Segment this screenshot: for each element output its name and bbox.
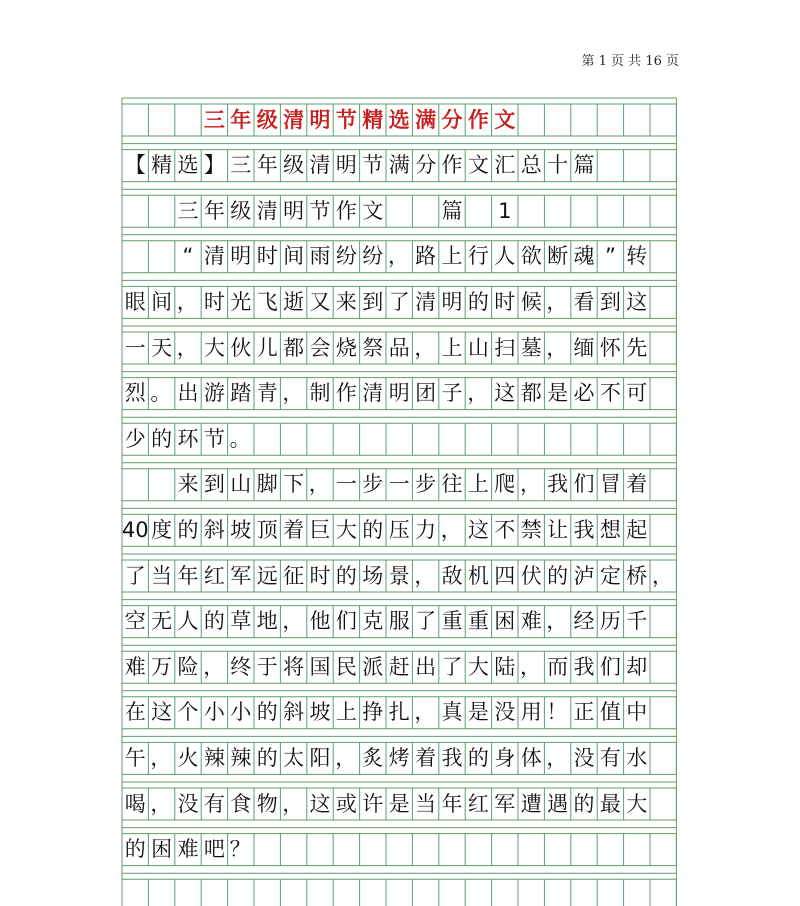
essay-char: 着 (626, 472, 648, 497)
essay-char: 场 (362, 563, 384, 588)
essay-char: ， (282, 609, 304, 634)
essay-char: 明 (230, 244, 252, 269)
essay-char: 们 (573, 472, 595, 497)
essay-char: 山 (230, 472, 252, 497)
essay-char: 冒 (599, 472, 621, 497)
essay-char: 着 (415, 745, 437, 770)
essay-char: 上 (441, 335, 463, 360)
essay-char: 文 (362, 198, 384, 223)
essay-char: 这 (494, 381, 516, 406)
essay-char: 清 (362, 381, 384, 406)
essay-char: 了 (441, 654, 463, 679)
essay-char: 作 (467, 107, 489, 132)
essay-char: 中 (626, 700, 648, 725)
essay-char: 他 (309, 609, 331, 634)
essay-char: 上 (467, 472, 489, 497)
essay-char: 斜 (283, 700, 305, 725)
essay-char: 力 (415, 517, 437, 542)
essay-char: 三 (230, 153, 252, 178)
essay-char: 征 (283, 563, 305, 588)
essay-char: 墓 (520, 335, 542, 360)
essay-char: 魂 (573, 244, 595, 269)
essay-char: 转 (626, 244, 648, 269)
essay-char: ” (604, 244, 616, 269)
essay-char: 军 (494, 791, 516, 816)
essay-char: 是 (467, 700, 489, 725)
essay-char: 三 (177, 198, 199, 223)
essay-char: 品 (388, 335, 410, 360)
essay-char: 扫 (494, 335, 516, 360)
essay-char: 在 (124, 700, 146, 725)
essay-char: 先 (626, 335, 648, 360)
essay-char: 到 (203, 472, 225, 497)
essay-char: ， (150, 745, 172, 770)
essay-char: 吧 (203, 837, 225, 862)
essay-char: ， (440, 517, 462, 542)
essay-char: 小 (203, 700, 225, 725)
essay-char: 出 (177, 381, 199, 406)
essay-char: 历 (599, 609, 621, 634)
essay-char: 的 (256, 745, 278, 770)
essay-char: 大 (626, 791, 648, 816)
essay-char: 太 (283, 745, 305, 770)
essay-char: 无 (151, 609, 173, 634)
essay-char: 路 (415, 244, 437, 269)
essay-char: 选 (388, 107, 410, 132)
essay-char: 环 (177, 426, 199, 451)
essay-char: 篇 (441, 198, 463, 223)
essay-char: 烈 (124, 381, 146, 406)
essay-char: 时 (203, 289, 225, 314)
essay-char: 的 (335, 563, 357, 588)
essay-char: 天 (151, 335, 173, 360)
essay-char: 三 (203, 107, 225, 132)
essay-char: 了 (124, 563, 146, 588)
essay-char: ， (414, 335, 436, 360)
essay-char: 可 (626, 381, 648, 406)
essay-char: 汇 (494, 153, 516, 178)
essay-char: 们 (335, 609, 357, 634)
essay-char: 脚 (256, 472, 278, 497)
essay-char: 民 (335, 654, 357, 679)
essay-char: 断 (547, 244, 569, 269)
essay-char: 食 (230, 791, 252, 816)
essay-char: 当 (415, 791, 437, 816)
essay-char: 没 (177, 791, 199, 816)
essay-char: 想 (599, 517, 621, 542)
essay-char: 年 (203, 198, 225, 223)
essay-char: 行 (467, 244, 489, 269)
essay-char: 难 (177, 837, 199, 862)
essay-char: 逝 (283, 289, 305, 314)
essay-char: 们 (599, 654, 621, 679)
essay-char: 总 (520, 153, 542, 178)
essay-char: 于 (256, 654, 278, 679)
essay-char: 机 (467, 563, 489, 588)
essay-char: 困 (151, 837, 173, 862)
essay-char: 作 (441, 153, 463, 178)
essay-char: 年 (441, 791, 463, 816)
essay-char: 级 (230, 198, 252, 223)
essay-char: 遭 (520, 791, 542, 816)
essay-char: 的 (203, 609, 225, 634)
essay-char: 了 (388, 289, 410, 314)
essay-char: 我 (573, 517, 595, 542)
essay-char: 着 (283, 517, 305, 542)
essay-char: 正 (573, 700, 595, 725)
essay-char: 辣 (230, 745, 252, 770)
essay-char: ？ (229, 837, 251, 862)
essay-char: 选 (177, 153, 199, 178)
essay-char: 作 (335, 198, 357, 223)
essay-char: ， (546, 335, 568, 360)
essay-char: 团 (415, 381, 437, 406)
essay-char: 这 (309, 791, 331, 816)
essay-char: 人 (494, 244, 516, 269)
essay-char: 青 (256, 381, 278, 406)
essay-char: 上 (335, 700, 357, 725)
essay-char: 炙 (362, 745, 384, 770)
essay-char: 精 (362, 107, 384, 132)
essay-char: 40 (121, 517, 149, 542)
essay-char: 泸 (573, 563, 595, 588)
essay-char: 难 (520, 609, 542, 634)
essay-char: 一 (124, 335, 146, 360)
essay-char: 候 (520, 289, 542, 314)
essay-char: 少 (124, 426, 146, 451)
essay-char: ， (546, 609, 568, 634)
essay-char: 满 (415, 107, 437, 132)
essay-char: 雨 (309, 244, 331, 269)
essay-char: 水 (626, 745, 648, 770)
essay-char: 欲 (520, 244, 542, 269)
essay-char: 都 (520, 381, 542, 406)
essay-char: ， (546, 745, 568, 770)
essay-char: 纷 (362, 244, 384, 269)
essay-char: 终 (230, 654, 252, 679)
essay-char: 祭 (362, 335, 384, 360)
essay-char: 必 (573, 381, 595, 406)
essay-char: 儿 (256, 335, 278, 360)
essay-char: 难 (124, 654, 146, 679)
essay-char: 度 (151, 517, 173, 542)
essay-char: 光 (230, 289, 252, 314)
essay-char: 清 (415, 289, 437, 314)
essay-char: “ (182, 244, 194, 269)
essay-char: 我 (573, 654, 595, 679)
essay-char: 文 (494, 107, 516, 132)
essay-char: ， (414, 563, 436, 588)
essay-char: 清 (283, 107, 305, 132)
essay-char: 派 (362, 654, 384, 679)
essay-char: ， (308, 472, 330, 497)
essay-char: 游 (203, 381, 225, 406)
essay-char: 坡 (309, 700, 331, 725)
essay-char: 定 (599, 563, 621, 588)
essay-char: 精 (151, 153, 173, 178)
essay-char (386, 195, 412, 227)
essay-char: 大 (467, 654, 489, 679)
essay-char: 级 (283, 153, 305, 178)
essay-char: 午 (124, 745, 146, 770)
essay-char: 爬 (494, 472, 516, 497)
essay-char: 到 (362, 289, 384, 314)
essay-char: 年 (177, 563, 199, 588)
essay-char: 明 (309, 107, 331, 132)
essay-char: 四 (494, 563, 516, 588)
essay-char: ， (467, 381, 489, 406)
essay-char: 的 (256, 700, 278, 725)
essay-char: 的 (547, 563, 569, 588)
essay-char: 巨 (309, 517, 331, 542)
essay-char: 来 (335, 289, 357, 314)
essay-char: 地 (256, 609, 278, 634)
essay-char: 物 (256, 791, 278, 816)
essay-char: 大 (335, 517, 357, 542)
essay-char: ， (176, 289, 198, 314)
essay-char (465, 195, 491, 227)
essay-char: ， (520, 472, 541, 497)
essay-char (412, 195, 438, 227)
essay-char: 将 (283, 654, 305, 679)
essay-char: 明 (283, 198, 305, 223)
essay-char: 大 (203, 335, 225, 360)
essay-char: 飞 (256, 289, 278, 314)
essay-char: 的 (151, 426, 173, 451)
essay-char: 间 (283, 244, 305, 269)
essay-char: 万 (151, 654, 173, 679)
essay-char: 又 (309, 289, 331, 314)
essay-char: 个 (177, 700, 199, 725)
essay-char: 没 (494, 700, 516, 725)
essay-char: 的 (124, 837, 146, 862)
essay-char: 起 (626, 517, 648, 542)
essay-char: 险 (177, 654, 199, 679)
essay-char: 清 (309, 153, 331, 178)
essay-char: 压 (388, 517, 410, 542)
essay-char: 斜 (203, 517, 225, 542)
essay-char: 陆 (494, 654, 516, 679)
essay-char: 这 (626, 289, 648, 314)
essay-char: ， (388, 244, 409, 269)
essay-char: 文 (467, 153, 489, 178)
essay-char: 小 (230, 700, 252, 725)
essay-char: ， (520, 654, 541, 679)
essay-char: 我 (547, 472, 569, 497)
essay-char: 眼 (124, 289, 146, 314)
essay-char: 纷 (335, 244, 357, 269)
essay-char: 空 (124, 609, 146, 634)
essay-char: 节 (203, 426, 225, 451)
essay-char: ， (546, 289, 568, 314)
essay-char: 明 (441, 289, 463, 314)
essay-char: 一 (335, 472, 357, 497)
essay-char: 【 (124, 153, 146, 178)
essay-char: ， (282, 791, 304, 816)
essay-char: 的 (177, 517, 199, 542)
essay-char: 到 (599, 289, 621, 314)
essay-char: 经 (573, 609, 595, 634)
essay-char: 是 (388, 791, 410, 816)
essay-char: 级 (256, 107, 278, 132)
essay-char: ， (176, 335, 198, 360)
essay-char: ， (282, 381, 304, 406)
essay-char: 上 (441, 244, 463, 269)
essay-char: 山 (467, 335, 489, 360)
essay-char: 分 (415, 153, 437, 178)
essay-char: 有 (203, 791, 225, 816)
essay-char: 或 (335, 791, 357, 816)
essay-char: 国 (309, 654, 331, 679)
essay-char: 节 (335, 107, 357, 132)
essay-char: 喝 (124, 791, 146, 816)
essay-char: 烧 (335, 335, 357, 360)
essay-char: 这 (151, 700, 173, 725)
essay-char: 有 (599, 745, 621, 770)
essay-char: ， (203, 654, 225, 679)
essay-char: 伙 (230, 335, 252, 360)
essay-char: 千 (626, 609, 648, 634)
essay-char: 时 (309, 563, 331, 588)
essay-char: 火 (177, 745, 199, 770)
essay-char: 往 (441, 472, 463, 497)
essay-char: 篇 (573, 153, 595, 178)
essay-char: 1 (498, 198, 512, 223)
essay-char: 真 (441, 700, 463, 725)
essay-char: ， (414, 700, 436, 725)
essay-char: ， (652, 563, 673, 588)
essay-char: 顶 (256, 517, 278, 542)
essay-char: 坡 (230, 517, 252, 542)
essay-char: 来 (177, 472, 199, 497)
essay-char: 时 (256, 244, 278, 269)
essay-char: 值 (599, 700, 621, 725)
essay-char: 扎 (388, 700, 410, 725)
essay-char: 草 (230, 609, 252, 634)
essay-char: 重 (441, 609, 463, 634)
essay-char: 辣 (203, 745, 225, 770)
essay-char: 一 (388, 472, 410, 497)
essay-char: 是 (547, 381, 569, 406)
essay-char: 清 (203, 244, 225, 269)
essay-char: 禁 (520, 517, 542, 542)
essay-char: 时 (494, 289, 516, 314)
essay-char: 。 (229, 426, 251, 451)
essay-char: 分 (441, 107, 463, 132)
essay-char: 身 (494, 745, 516, 770)
essay-char: 军 (230, 563, 252, 588)
essay-char: 却 (626, 654, 648, 679)
essay-char: 十 (547, 153, 569, 178)
essay-char: 景 (388, 563, 410, 588)
essay-char: 年 (256, 153, 278, 178)
essay-char: 没 (573, 745, 595, 770)
essay-char: 制 (309, 381, 331, 406)
essay-char: 挣 (362, 700, 384, 725)
essay-char: 我 (441, 745, 463, 770)
essay-char: 的 (467, 745, 489, 770)
essay-char: 重 (467, 609, 489, 634)
essay-char: 困 (494, 609, 516, 634)
essay-char: 赶 (388, 654, 410, 679)
essay-char: 明 (335, 153, 357, 178)
essay-char: 步 (362, 472, 384, 497)
essay-char: 体 (520, 745, 542, 770)
essay-char: 明 (388, 381, 410, 406)
essay-char: 年 (230, 107, 252, 132)
essay-char: 看 (573, 289, 595, 314)
essay-char: 的 (573, 791, 595, 816)
essay-char: ， (150, 791, 172, 816)
essay-char: 步 (415, 472, 437, 497)
essay-char: 红 (203, 563, 225, 588)
essay-char: 克 (362, 609, 384, 634)
essay-char: 遇 (547, 791, 569, 816)
page-number: 第 1 页 共 16 页 (581, 54, 679, 69)
essay-char: 敌 (441, 563, 463, 588)
essay-char: 这 (467, 517, 489, 542)
essay-char: 桥 (626, 563, 648, 588)
essay-char: 伏 (520, 563, 542, 588)
essay-char: 满 (388, 153, 410, 178)
essay-char: 作 (335, 381, 357, 406)
essay-char: 阳 (309, 745, 331, 770)
essay-char: 人 (177, 609, 199, 634)
essay-char: 了 (415, 609, 437, 634)
essay-char: 节 (309, 198, 331, 223)
essay-char: 出 (415, 654, 437, 679)
essay-char: 间 (151, 289, 173, 314)
essay-char: 烤 (388, 745, 410, 770)
essay-char: 最 (599, 791, 621, 816)
essay-char: 怀 (599, 335, 621, 360)
essay-char: 让 (547, 517, 569, 542)
essay-char: 】 (203, 153, 225, 178)
essay-char: 节 (362, 153, 384, 178)
essay-char: 远 (256, 563, 278, 588)
essay-char: 服 (388, 609, 410, 634)
essay-char: 踏 (230, 381, 252, 406)
essay-char: 许 (362, 791, 384, 816)
essay-char: 都 (283, 335, 305, 360)
essay-char: 用 (520, 700, 542, 725)
essay-char: 不 (494, 517, 516, 542)
essay-char: 下 (283, 472, 305, 497)
essay-char: 。 (150, 381, 172, 406)
essay-char: 而 (547, 654, 569, 679)
essay-char: ， (335, 745, 357, 770)
essay-char: 的 (362, 517, 384, 542)
essay-char: ！ (546, 700, 568, 725)
essay-char: 子 (441, 381, 463, 406)
essay-char: 清 (256, 198, 278, 223)
essay-char: 会 (309, 335, 331, 360)
essay-char: 红 (467, 791, 489, 816)
essay-char: 缅 (573, 335, 595, 360)
essay-char: 不 (599, 381, 621, 406)
essay-char: 当 (151, 563, 173, 588)
essay-char: 的 (467, 289, 489, 314)
